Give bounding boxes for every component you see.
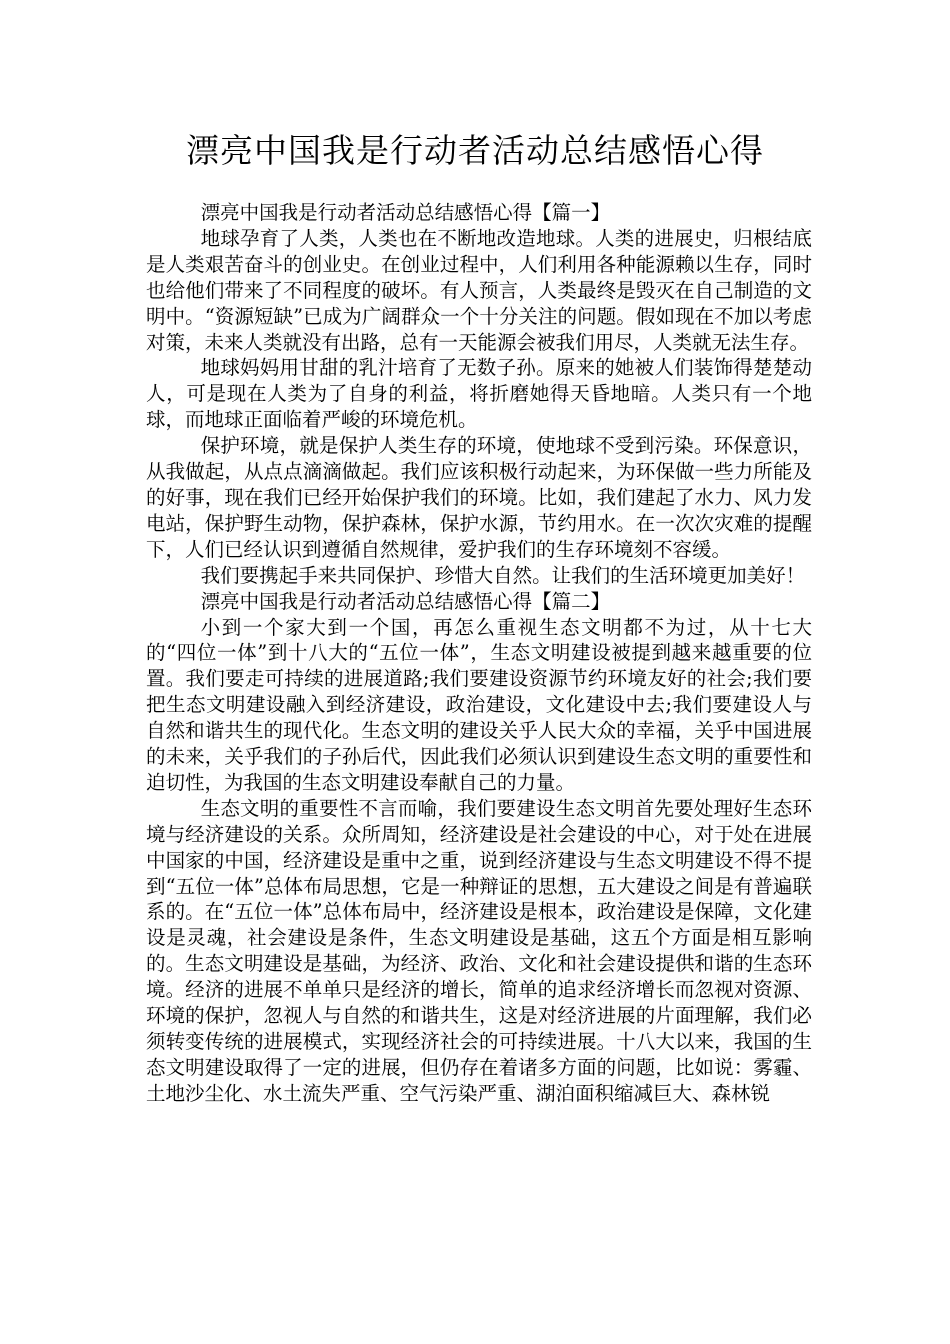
paragraph: 保护环境，就是保护人类生存的环境，使地球不受到污染。环保意识，从我做起，从点点滴滴做起。我们应该积极行动起来，为环保做一些力所能及的好事，现在我们已经开始保护我们的环境。比如，我们建起了水力、风力发电站，保护野生动物，保护森林，保护水源，节约用水。在一次次灾难的提醒下，人们已经认识到遵循自然规律，爱护我们的生存环境刻不容缓。 xyxy=(146,434,812,561)
paragraph: 小到一个家大到一个国，再怎么重视生态文明都不为过，从十七大的“四位一体”到十八大的“五位一体”，生态文明建设被提到越来越重要的位置。我们要走可持续的进展道路;我们要建设资源节约环境友好的社会;我们要把生态文明建设融入到经济建设，政治建设，文化建设中去;我们要建设人与自然和谐共生的现代化。生态文明的建设关乎人民大众的幸福，关乎中国进展的未来，关乎我们的子孙后代，因此我们必须认识到建设生态文明的重要性和迫切性，为我国的生态文明建设奉献自己的力量。 xyxy=(146,615,812,794)
document-title: 漂亮中国我是行动者活动总结感悟心得 xyxy=(186,131,764,170)
document-body xyxy=(146,200,812,1107)
paragraph: 我们要携起手来共同保护、珍惜大自然。让我们的生活环境更加美好！ xyxy=(200,563,806,587)
paragraph: 生态文明的重要性不言而喻，我们要建设生态文明首先要处理好生态环境与经济建设的关系。众所周知，经济建设是社会建设的中心，对于处在进展中国家的中国，经济建设是重中之重，说到经济建设与生态文明建设不得不提到“五位一体”总体布局思想，它是一种辩证的思想，五大建设之间是有普遍联系的。在“五位一体”总体布局中，经济建设是根本，政治建设是保障，文化建设是灵魂，社会建设是条件，生态文明建设是基础，这五个方面是相互影响的。生态文明建设是基础，为经济、政治、文化和社会建设提供和谐的生态环境。经济的进展不单单只是经济的增长，简单的追求经济增长而忽视对资源、环境的保护，忽视人与自然的和谐共生，这是对经济进展的片面理解，我们必须转变传统的进展模式，实现经济社会的可持续进展。十八大以来，我国的生态文明建设取得了一定的进展，但仍存在着诸多方面的问题，比如说：雾霾、土地沙尘化、水土流失严重、空气污染严重、湖泊面积缩减巨大、森林锐 xyxy=(146,796,812,1105)
section-heading: 漂亮中国我是行动者活动总结感悟心得【篇二】 xyxy=(200,589,611,613)
paragraph: 地球孕育了人类，人类也在不断地改造地球。人类的进展史，归根结底是人类艰苦奋斗的创业史。在创业过程中，人们利用各种能源赖以生存，同时也给他们带来了不同程度的破坏。有人预言，人类最终是毁灭在自己制造的文明中。“资源短缺”已成为广阔群众一个十分关注的问题。假如现在不加以考虑对策，未来人类就没有出路，总有一天能源会被我们用尽，人类就无法生存。 xyxy=(146,226,812,354)
paragraph: 地球妈妈用甘甜的乳汁培育了无数子孙。原来的她被人们装饰得楚楚动人，可是现在人类为了自身的利益，将折磨她得天昏地暗。人类只有一个地球，而地球正面临着严峻的环境危机。 xyxy=(146,356,812,432)
section-heading: 漂亮中国我是行动者活动总结感悟心得【篇一】 xyxy=(200,201,611,224)
